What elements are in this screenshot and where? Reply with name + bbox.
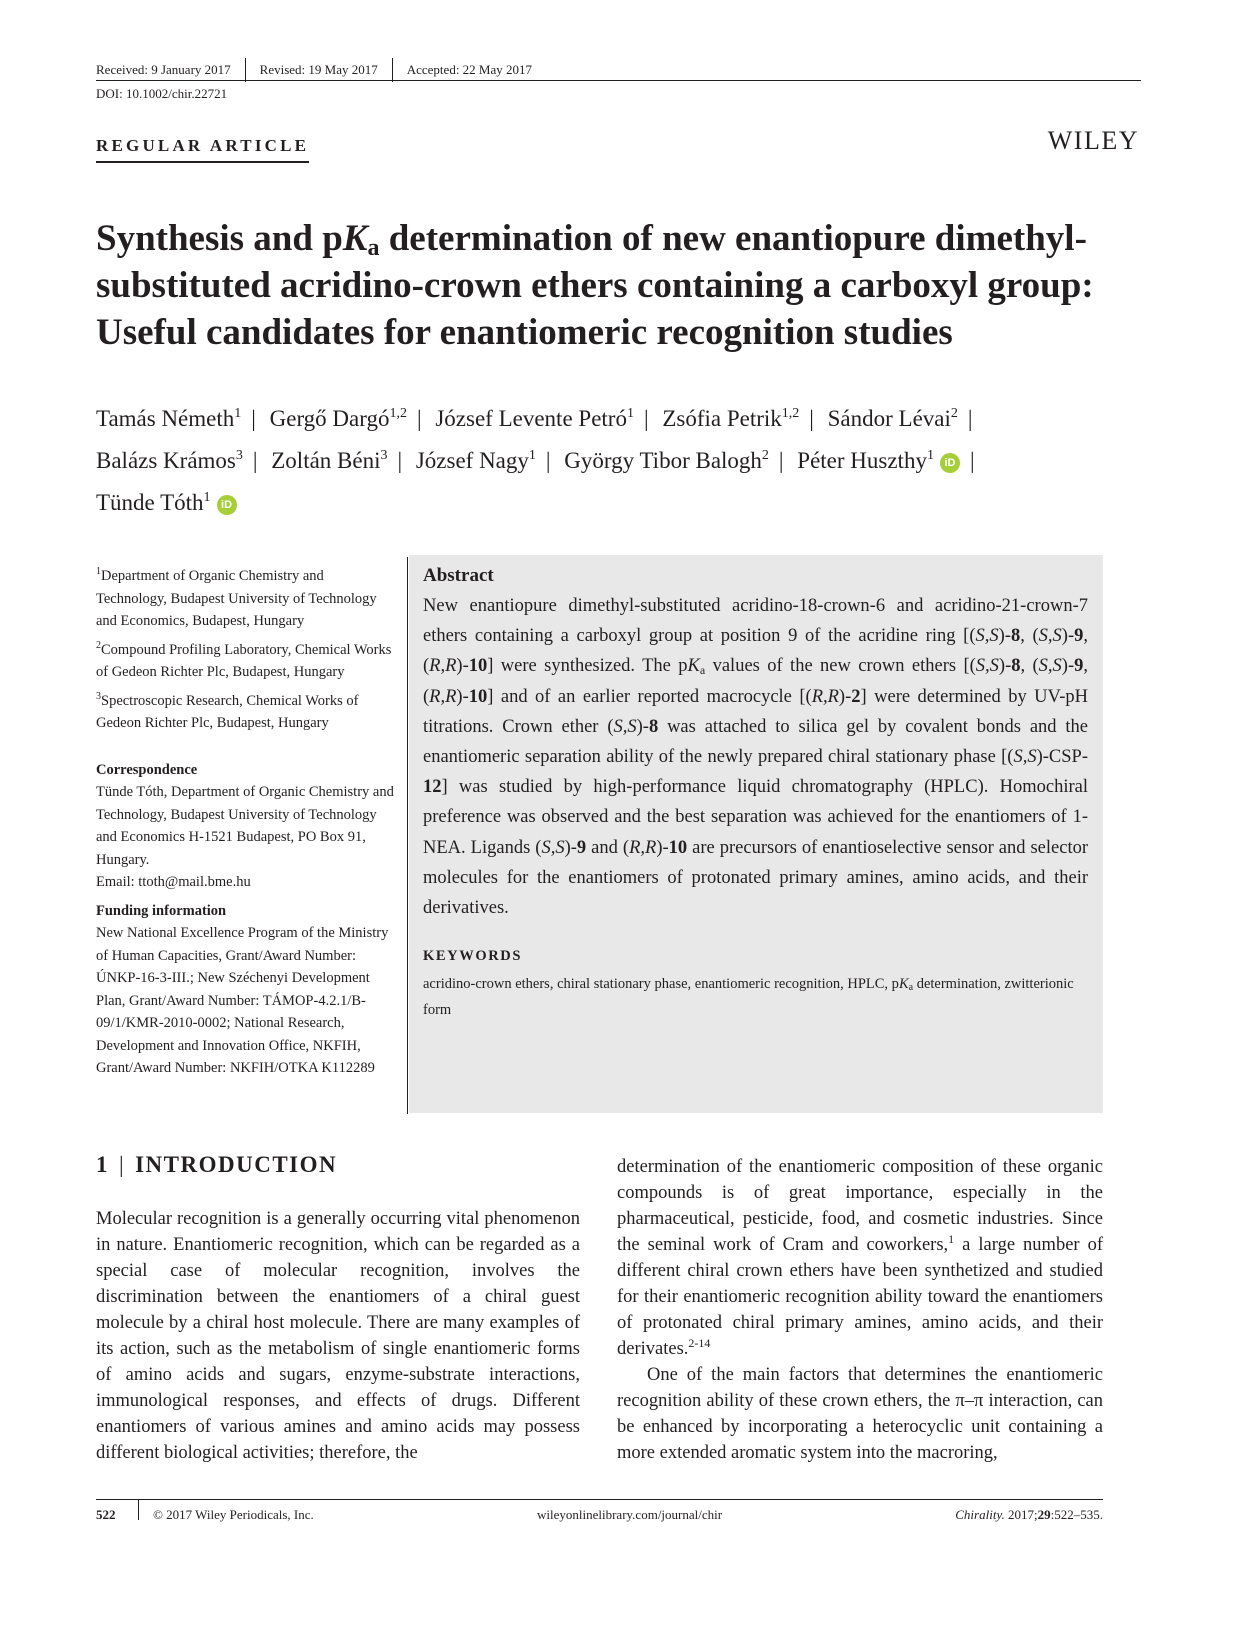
author-affiliation: 1 (234, 406, 242, 421)
affiliation (96, 690, 396, 735)
author-line-2 (96, 440, 1156, 482)
author[interactable] (416, 448, 559, 473)
stereo-label: R,R (811, 686, 839, 707)
title-k: K (342, 218, 368, 259)
orcid-icon[interactable]: iD (940, 453, 960, 473)
abstract-run: , ( (1020, 626, 1039, 647)
abstract-run: ] were synthesized. The p (487, 656, 688, 677)
author[interactable] (797, 448, 982, 473)
separator: | (397, 448, 403, 473)
author-name: Tamás Németh (96, 406, 235, 431)
author-list (96, 398, 1156, 524)
abstract-run: , ( (423, 626, 1088, 677)
separator: | (252, 448, 258, 473)
affiliation-text: Compound Profiling Laboratory, Chemical Works of Gedeon Richter Plc, Budapest, Hungary (96, 641, 392, 680)
affiliation (96, 639, 396, 684)
affiliation-text: Spectroscopic Research, Chemical Works of Gedeon Richter Plc, Budapest, Hungary (96, 692, 359, 731)
abstract-run: )- (998, 626, 1011, 647)
compound-number: 8 (1011, 656, 1021, 677)
abstract-run: )- (838, 686, 852, 707)
section-label: REGULAR ARTICLE (96, 136, 309, 163)
keywords-text (423, 971, 1088, 1023)
compound-number: 9 (576, 837, 587, 858)
affiliation (96, 565, 396, 633)
journal-name: Chirality. (955, 1507, 1005, 1522)
abstract-run: )- (998, 656, 1012, 677)
author-name: Balázs Krámos (96, 448, 236, 473)
author-name: Zsófia Petrik (662, 406, 782, 431)
received-date: Received: 9 January 2017 (96, 62, 231, 77)
abstract-run: and ( (586, 837, 630, 858)
author-affiliation: 2 (761, 448, 769, 463)
keywords-run: acridino-crown ethers, chiral stationary phase, enantiomeric recognition, HPLC, p (423, 976, 899, 993)
section-number: 1 (96, 1152, 109, 1177)
keywords-run: determination, zwitterionic form (423, 976, 1074, 1019)
affiliation-text: Department of Organic Chemistry and Technology, Budapest University of Technology and Economics, Budapest, Hungary (96, 568, 377, 629)
stereo-label: S,S (541, 837, 565, 858)
citation[interactable]: 2-14 (688, 1336, 711, 1350)
separator: | (251, 406, 256, 431)
author-affiliation: 1 (926, 448, 934, 463)
title-line-1 (96, 215, 1156, 262)
author[interactable] (662, 406, 822, 431)
article-history (96, 58, 532, 82)
author[interactable] (270, 406, 430, 431)
section-heading (96, 1152, 337, 1178)
abstract-run: )- (1061, 656, 1075, 677)
author-affiliation: 1 (626, 406, 634, 421)
body-paragraph: One of the main factors that determines the enantiomeric recognition ability of these crown ethers, the π–π interaction, can be enhanced by incorporating a heterocyclic unit containing a more extended aromatic system into the macroring, (617, 1365, 1103, 1463)
abstract-heading: Abstract (423, 565, 494, 586)
article-title (96, 215, 1156, 356)
author-affiliation: 3 (235, 448, 243, 463)
body-column-left (96, 1206, 580, 1466)
separator: | (643, 406, 649, 431)
stereo-label: R,R (629, 837, 657, 858)
author[interactable] (96, 448, 266, 473)
citation-volume: 29 (1037, 1507, 1051, 1522)
author[interactable] (96, 406, 264, 431)
compound-number: 10 (468, 686, 488, 707)
divider (138, 1500, 139, 1520)
pka-a: a (699, 663, 706, 678)
sidebar-info (96, 565, 396, 1080)
correspondence-heading: Correspondence (96, 761, 198, 778)
author-affiliation: 1,2 (781, 406, 800, 421)
abstract-run: )-CSP- (1036, 747, 1088, 768)
abstract-run: )- (636, 716, 649, 737)
author[interactable] (435, 406, 656, 431)
author-affiliation: 1 (528, 448, 536, 463)
body-run: a large number of different chiral crown ethers have been synthetized and studied for their enantiomeric recognition ability toward the enantiomers of protonated chiral primary amines, amino acids, and their derivates. (617, 1235, 1103, 1359)
title-line-3: Useful candidates for enantiomeric recognition studies (96, 312, 953, 353)
author-name: Péter Huszthy (797, 448, 927, 473)
abstract-run: )- (564, 837, 577, 858)
stereo-label: R,R (429, 656, 457, 677)
body-paragraph (617, 1154, 1103, 1362)
stereo-label: S,S (975, 656, 999, 677)
author[interactable] (96, 490, 237, 515)
abstract-run: )- (456, 656, 469, 677)
abstract-run: New enantiopure dimethyl-substituted acridino-18-crown-6 and acridino-21-crown-7 ethers containing a carboxyl group at position 9 of the acridine ring [( (423, 596, 1088, 647)
section-title: INTRODUCTION (135, 1152, 338, 1177)
correspondence-email[interactable]: Email: ttoth@mail.bme.hu (96, 874, 251, 890)
correspondence-text: Tünde Tóth, Department of Organic Chemistry and Technology, Budapest University of Technology and Economics H-1521 Budapest, PO Box 91, Hungary. (96, 784, 394, 868)
body-column-right (617, 1154, 1103, 1466)
compound-number: 10 (468, 656, 488, 677)
author-name: Gergő Dargó (269, 406, 390, 431)
abstract-text (423, 591, 1088, 923)
author-name: Tünde Tóth (96, 490, 204, 515)
author[interactable] (828, 406, 981, 431)
abstract-panel (409, 555, 1103, 1113)
stereo-label: S,S (1013, 747, 1037, 768)
journal-url[interactable]: wileyonlinelibrary.com/journal/chir (537, 1507, 723, 1522)
title-text: determination of new enantiopure dimethyl- (379, 218, 1087, 259)
author-name: György Tibor Balogh (564, 448, 762, 473)
author-name: Sándor Lévai (827, 406, 951, 431)
compound-number: 8 (648, 716, 659, 737)
compound-number: 12 (423, 777, 442, 798)
stereo-label: S,S (975, 626, 999, 647)
separator: | (417, 406, 422, 431)
author[interactable] (271, 448, 410, 473)
header-rule (96, 80, 1141, 81)
compound-number: 2 (851, 686, 861, 707)
abstract-run: ] were determined by UV-pH titrations. Crown ether ( (423, 686, 1088, 737)
pka-k: K (687, 656, 700, 677)
copyright: © 2017 Wiley Periodicals, Inc. (153, 1507, 314, 1522)
footer-rule (96, 1499, 1103, 1500)
author-name: József Levente Petró (435, 406, 627, 431)
compound-number: 9 (1074, 656, 1084, 677)
funding-heading: Funding information (96, 902, 227, 919)
author[interactable] (564, 448, 791, 473)
author-affiliation: 1 (203, 490, 211, 505)
author-name: József Nagy (415, 448, 529, 473)
title-sub: a (367, 235, 380, 261)
body-run: determination of the enantiomeric composition of these organic compounds is of great importance, especially in the pharmaceutical, pesticide, food, and cosmetic industries. Since the seminal work of Cram and coworkers, (617, 1157, 1103, 1255)
separator: | (119, 1152, 126, 1177)
author-affiliation: 3 (380, 448, 388, 463)
abstract-run: )- (456, 686, 469, 707)
abstract-run: )- (656, 837, 669, 858)
separator: | (967, 406, 973, 431)
body-paragraph: Molecular recognition is a generally occurring vital phenomenon in nature. Enantiomeric recognition, which can be regarded as a special case of molecular recognition, involves the discrimination between the enantiomers of a chiral guest molecule by a chiral host molecule. There are many examples of its action, such as the metabolism of single enantiomeric forms of amino acids and sugars, enzyme-substrate interactions, immunological responses, and effects of drugs. Different enantiomers of various amines and amino acids may possess different biological activities; therefore, the (96, 1209, 580, 1463)
column-divider (407, 557, 408, 1114)
divider (245, 58, 246, 82)
separator: | (969, 448, 975, 473)
abstract-run: , ( (1020, 656, 1039, 677)
title-text: Synthesis and p (96, 218, 343, 259)
citation[interactable]: 1 (948, 1232, 955, 1246)
revised-date: Revised: 19 May 2017 (259, 62, 378, 77)
separator: | (778, 448, 784, 473)
author-line-3 (96, 482, 1156, 524)
publisher-logo: WILEY (1047, 126, 1139, 155)
stereo-label: R,R (429, 686, 457, 707)
pka-a: a (908, 982, 914, 994)
abstract-run: values of the new crown ethers [( (705, 656, 976, 677)
citation-pages: :522–535. (1050, 1507, 1103, 1522)
stereo-label: S,S (613, 716, 637, 737)
affiliation-number: 3 (96, 690, 101, 702)
orcid-icon[interactable]: iD (217, 495, 237, 515)
separator: | (545, 448, 551, 473)
compound-number: 9 (1074, 626, 1084, 647)
affiliation-number: 2 (96, 639, 101, 651)
abstract-run: are precursors of enantioselective sensor and selector molecules for the enantiomers of protonated primary amines, amino acids, and their derivatives. (423, 837, 1088, 919)
separator: | (809, 406, 814, 431)
stereo-label: S,S (1038, 626, 1062, 647)
title-line-2: substituted acridino-crown ethers containing a carboxyl group: (96, 265, 1094, 306)
pka-k: K (898, 976, 909, 993)
abstract-run: ] and of an earlier reported macrocycle [( (487, 686, 812, 707)
stereo-label: S,S (1038, 656, 1062, 677)
divider (392, 58, 393, 82)
author-line-1 (96, 398, 1156, 440)
accepted-date: Accepted: 22 May 2017 (406, 62, 533, 77)
abstract-run: )- (1061, 626, 1075, 647)
abstract-run: , ( (423, 656, 1088, 707)
compound-number: 10 (668, 837, 688, 858)
abstract-run: was attached to silica gel by covalent bonds and the enantiomeric separation ability of the newly prepared chiral stationary phase [( (423, 716, 1088, 768)
citation-info (955, 1507, 1103, 1523)
compound-number: 8 (1010, 626, 1021, 647)
keywords-heading: KEYWORDS (423, 948, 523, 965)
citation-year: 2017; (1004, 1507, 1038, 1522)
abstract-run: ] was studied by high-performance liquid chromatography (HPLC). Homochiral preference was observed and the best separation was achieved for the enantiomers of 1-NEA. Ligands ( (423, 777, 1088, 858)
doi: DOI: 10.1002/chir.22721 (96, 86, 228, 101)
funding-text: New National Excellence Program of the Ministry of Human Capacities, Grant/Award Number: ÚNKP-16-3-III.; New Széchenyi Development Plan, Grant/Award Number: TÁMOP-4.2.1/B-09/1/KMR-2010-0002; National Research, Development and Innovation Office, NKFIH, Grant/Award Number: NKFIH/OTKA K112289 (96, 925, 389, 1076)
affiliation-number: 1 (96, 566, 101, 577)
page-number: 522 (96, 1507, 116, 1522)
author-affiliation: 1,2 (389, 406, 407, 421)
author-affiliation: 2 (950, 406, 958, 421)
author-name: Zoltán Béni (271, 448, 381, 473)
